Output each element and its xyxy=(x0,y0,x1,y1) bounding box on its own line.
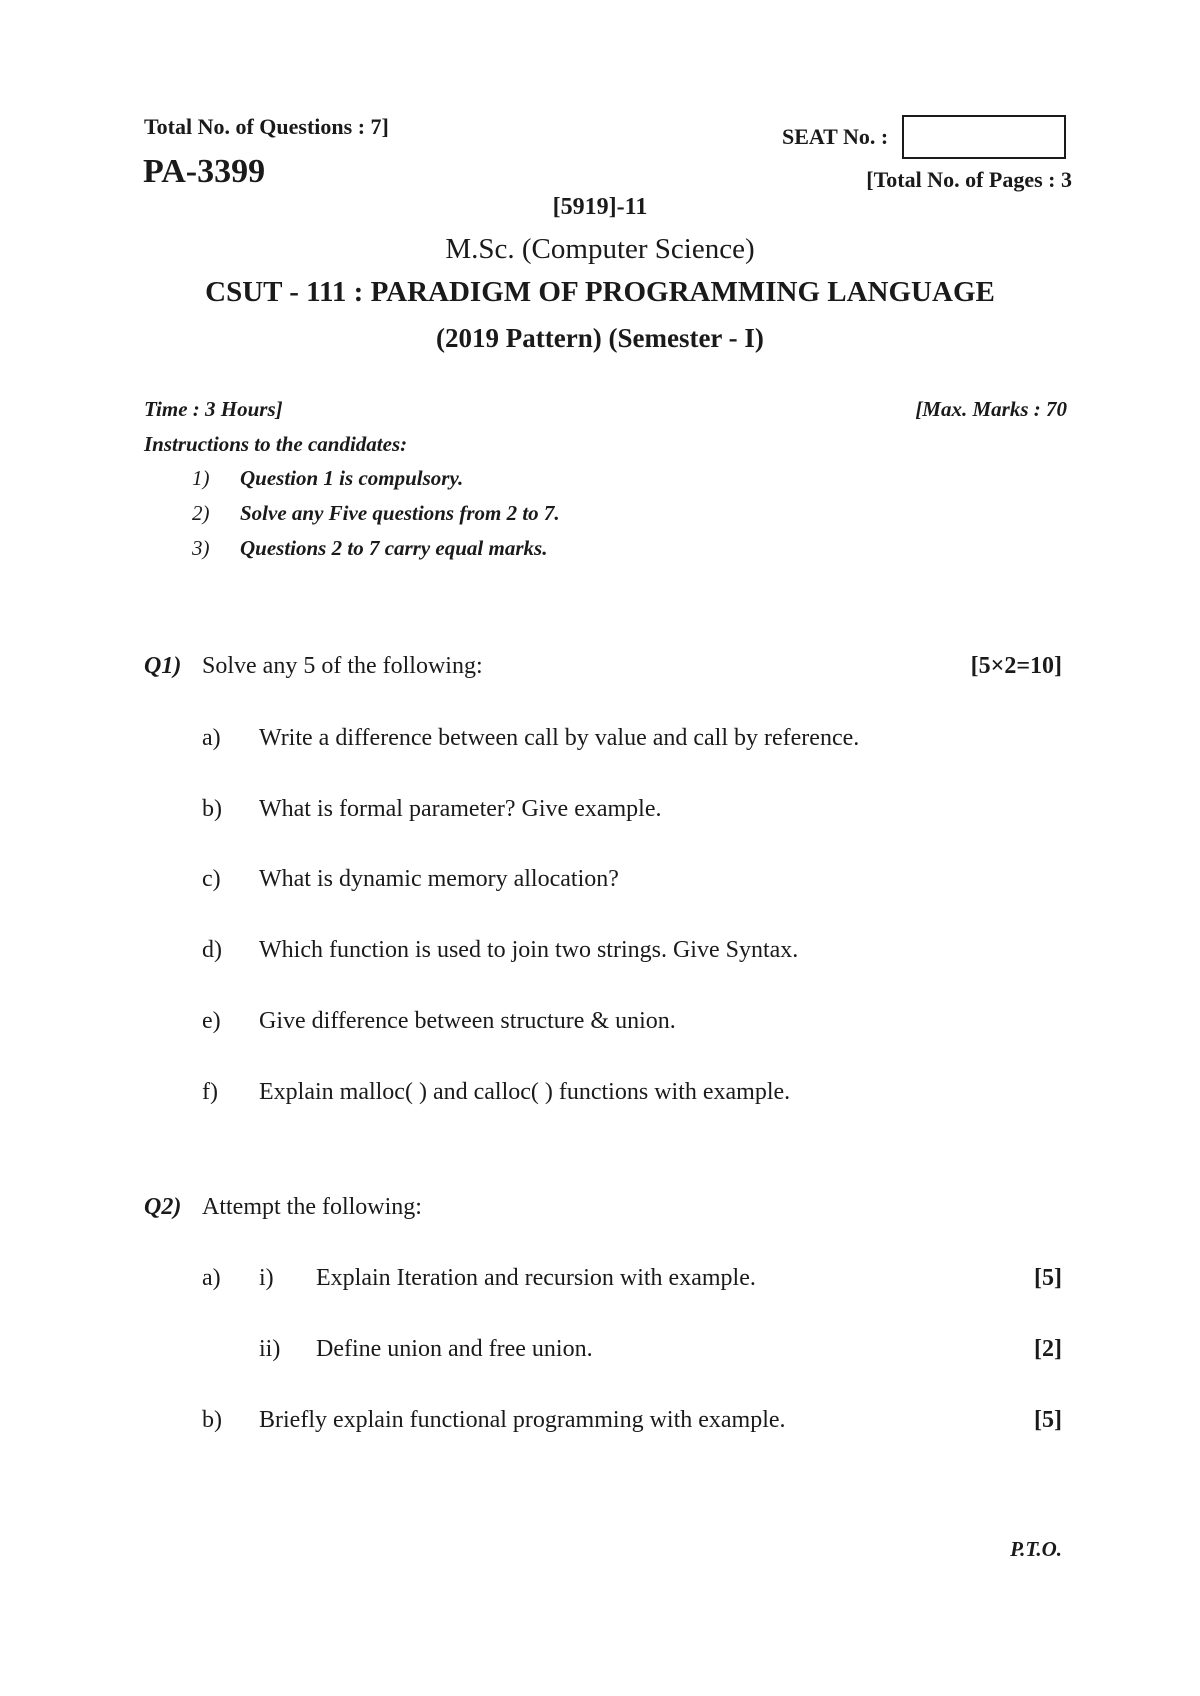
question-number: Q1) xyxy=(144,653,182,679)
question-text: Solve any 5 of the following: xyxy=(202,653,483,679)
seat-number-label: SEAT No. : xyxy=(782,124,889,149)
exam-code: [5919]-11 xyxy=(552,194,648,220)
question-number: Q2) xyxy=(144,1194,182,1220)
sub-question-text: Explain malloc( ) and calloc( ) functions with example. xyxy=(259,1079,791,1105)
instruction-number: 3) xyxy=(192,536,210,560)
sub-question-marks: [5] xyxy=(1034,1265,1062,1291)
seat-number-box xyxy=(902,115,1066,159)
roman-numeral: i) xyxy=(259,1265,274,1291)
sub-question-text: Which function is used to join two strings. Give Syntax. xyxy=(259,937,799,963)
question-text: Attempt the following: xyxy=(202,1194,422,1220)
sub-question-letter: b) xyxy=(202,1407,222,1433)
sub-question-letter: f) xyxy=(202,1079,218,1105)
total-questions: Total No. of Questions : 7] xyxy=(144,114,389,139)
sub-question-text: Explain Iteration and recursion with example. xyxy=(316,1265,756,1291)
sub-question-letter: c) xyxy=(202,866,221,892)
sub-question-letter: d) xyxy=(202,937,222,963)
sub-question-marks: [2] xyxy=(1034,1336,1062,1362)
sub-question-text: What is dynamic memory allocation? xyxy=(259,866,619,892)
course-title: M.Sc. (Computer Science) xyxy=(445,233,755,265)
time-allowed: Time : 3 Hours] xyxy=(144,397,283,421)
sub-question-text: Briefly explain functional programming with example. xyxy=(259,1407,786,1433)
instruction-number: 2) xyxy=(192,501,210,525)
roman-numeral: ii) xyxy=(259,1336,281,1362)
sub-question-text: What is formal parameter? Give example. xyxy=(259,796,662,822)
instruction-text: Solve any Five questions from 2 to 7. xyxy=(240,501,560,525)
instructions-title: Instructions to the candidates: xyxy=(144,432,408,456)
instruction-text: Question 1 is compulsory. xyxy=(240,466,464,490)
sub-question-text: Write a difference between call by value and call by reference. xyxy=(259,725,860,751)
sub-question-letter: e) xyxy=(202,1008,221,1034)
question-marks: [5×2=10] xyxy=(970,653,1062,679)
max-marks: [Max. Marks : 70 xyxy=(915,397,1067,421)
subject-title: CSUT - 111 : PARADIGM OF PROGRAMMING LANGUAGE xyxy=(205,276,995,308)
instruction-text: Questions 2 to 7 carry equal marks. xyxy=(240,536,548,560)
sub-question-text: Give difference between structure & union. xyxy=(259,1008,676,1034)
sub-question-marks: [5] xyxy=(1034,1407,1062,1433)
instruction-number: 1) xyxy=(192,466,210,490)
sub-question-letter: b) xyxy=(202,796,222,822)
paper-code: PA-3399 xyxy=(143,153,266,190)
sub-question-text: Define union and free union. xyxy=(316,1336,593,1362)
total-pages: [Total No. of Pages : 3 xyxy=(866,167,1072,192)
please-turn-over: P.T.O. xyxy=(1010,1537,1062,1561)
sub-question-letter: a) xyxy=(202,725,221,751)
pattern-semester: (2019 Pattern) (Semester - I) xyxy=(436,323,764,353)
sub-question-letter: a) xyxy=(202,1265,221,1291)
